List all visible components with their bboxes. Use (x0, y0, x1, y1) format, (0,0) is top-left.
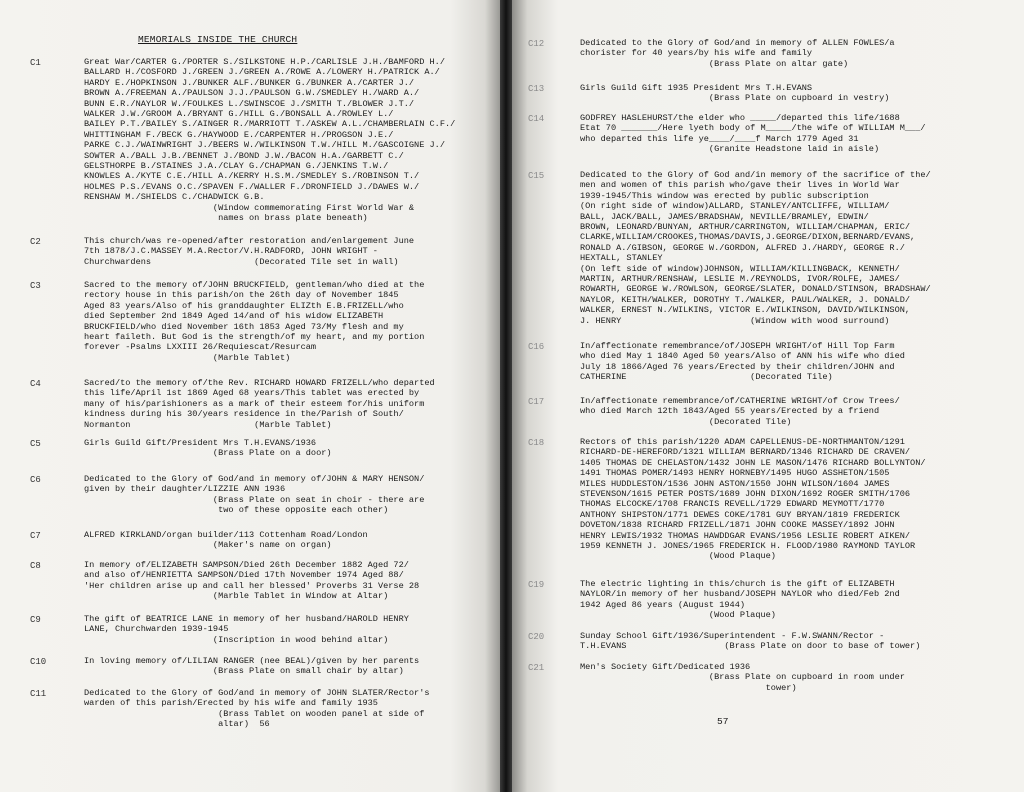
entry-text: The electric lighting in this/church is the gift of ELIZABETH NAYLOR/in memory of her husband/JOSEPH NAYLOR who died/Feb 2nd 1942 Aged 86 years (August 1944) (Wood Plaque) (580, 579, 900, 621)
entry-text: GODFREY HASLEHURST/the elder who _____/departed this life/1688 Etat 70 _______/Here lyeth body of M_____/the wife of WILLIAM M___/ who departed this life ye____/____f March 1779 Aged 31 (Granite Headstone laid in aisle) (580, 113, 926, 155)
entry-text: ALFRED KIRKLAND/organ builder/113 Cottenham Road/London (Maker's name on organ) (84, 530, 368, 551)
entry-code: C3 (30, 281, 41, 291)
entry-text: Sunday School Gift/1936/Superintendent - F.W.SWANN/Rector - T.H.EVANS (Brass Plate on door to base of tower) (580, 631, 921, 652)
entry-text: Dedicated to the Glory of God and/in memory of the sacrifice of the/ men and women of this parish who/gave their lives in World War 1939-1945/This window was erected by public subscription (On right side of window)ALLARD, STANLEY/ANTCLIFFE, WILLIAM/ BALL, JACK/BALL, JAMES/BRADSHAW, NEVILLE/BRAMLEY, EDWIN/ BROWN, LEONARD/BUNYAN, ARTHUR/CARRINGTON, WILLIAM/CHAPMAN, ERIC/ CLARKE,WILLIAM/CROOKES,THOMAS/DAVIS,J.GEORGE/DIXON,BERNARD/EVANS, RONALD A./GIBSON, GEORGE W./GORDON, ALFRED J./HARDY, GEORGE R./ HEXTALL, STANLEY (On left side of window)JOHNSON, WILLIAM/KILLINGBACK, KENNETH/ MARTIN, ARTHUR/RENSHAW, LESLIE M./REYNOLDS, IVOR/ROLFE, JAMES/ ROWARTH, GEORGE W./ROWLSON, GEORGE/SLATER, DONALD/STINSON, BRADSHAW/ NAYLOR, KEITH/WALKER, DOROTHY T./WALKER, PAUL/WALKER, J. DONALD/ WALKER, ERNEST N./WILKINS, VICTOR E./WILKINSON, DAVID/WILKINSON, J. HENRY (Window with wood surround) (580, 170, 931, 326)
entry-text: In/affectionate remembrance/of/JOSEPH WRIGHT/of Hill Top Farm who died May 1 1840 Aged 50 years/Also of ANN his wife who died July 18 1866/Aged 76 years/Erected by their children/JOHN and CATHERINE (Decorated Tile) (580, 341, 905, 383)
entry-code: C15 (528, 171, 545, 181)
entry-text: Girls Guild Gift 1935 President Mrs T.H.EVANS (Brass Plate on cupboard in vestry) (580, 83, 890, 104)
entry-text: In/affectionate remembrance/of/CATHERINE WRIGHT/of Crow Trees/ who died March 12th 1843/Aged 55 years/Erected by a friend (Decorated Tile) (580, 396, 900, 427)
entry-text: Girls Guild Gift/President Mrs T.H.EVANS/1936 (Brass Plate on a door) (84, 438, 332, 459)
entry-code: C19 (528, 580, 545, 590)
entry-code: C10 (30, 657, 47, 667)
book-gutter (500, 0, 512, 792)
entry-code: C4 (30, 379, 41, 389)
entry-code: C18 (528, 438, 545, 448)
entry-text: This church/was re-opened/after restoration and/enlargement June 7th 1878/J.C.MASSEY M.A.Rector/V.H.RADFORD, JOHN WRIGHT - Churchwardens (Decorated Tile set in wall) (84, 236, 415, 267)
entry-code: C14 (528, 114, 545, 124)
entry-text: Rectors of this parish/1220 ADAM CAPELLENUS-DE-NORTHMANTON/1291 RICHARD-DE-HEREFORD/1321 WILLIAM BERNARD/1346 RICHARD DE CRAVEN/ 1405 THOMAS DE CHELASTON/1432 JOHN LE MASON/1476 RICHARD BOLLYNTON/ 1491 THOMAS POMER/1493 HENRY HORNEBY/1495 HUGO ASSHETON/1505 MILES HUDDLESTON/1536 JOHN ASTON/1550 JOHN WILSON/1604 JAMES STEVENSON/1615 PETER POSTS/1689 JOHN DIXON/1692 ROGER SMITH/1706 THOMAS ELCOCKE/1708 FRANCIS REVELL/1729 EDWARD MEYMOTT/1770 ANTHONY SHIPSTON/1771 DEWES COKE/1781 GUY BRYAN/1819 FREDERICK DOVETON/1838 RICHARD FRIZELL/1871 JOHN COOKE MASSEY/1892 JOHN HENRY LEWIS/1932 THOMAS HAWDDGAR EVANS/1956 LESLIE ROBERT AIKEN/ 1959 KENNETH J. JONES/1965 FREDERICK H. FLOOD/1980 RAYMOND TAYLOR (Wood Plaque) (580, 437, 926, 562)
entry-text: Dedicated to the Glory of God/and in memory of JOHN SLATER/Rector's warden of this parish/Erected by his wife and family 1935 (Brass Tablet on wooden panel at side of altar) 56 (84, 688, 430, 730)
entry-code: C16 (528, 342, 545, 352)
entry-text: Dedicated to the Glory of God/and in memory of ALLEN FOWLES/a chorister for 40 years/by his wife and family (Brass Plate on altar gate) (580, 38, 895, 69)
entry-text: Sacred/to the memory of/the Rev. RICHARD HOWARD FRIZELL/who departed this life/April 1st 1869 Aged 68 years/This tablet was erected by many of his/parishioners as a mark of their esteem for/his uniform kindness during his 30/years residence in the/Parish of South/ Normanton (Marble Tablet) (84, 378, 435, 430)
entry-code: C8 (30, 561, 41, 571)
entry-code: C2 (30, 237, 41, 247)
entry-text: Great War/CARTER G./PORTER S./SILKSTONE H.P./CARLISLE J.H./BAMFORD H./ BALLARD H./COSFORD J./GREEN J./GREEN A./ROWE A./LOWERY H./PATRICK A./ HARDY E./HOPKINSON J./BUNKER ALF./BUNKER G./BUNKER A./CARTER J./ BROWN A./FREEMAN A./PAULSON J.J./PAULSON G.W./SMEDLEY H./WARD A./ BUNN E.R./NAYLOR W./FOULKES L./SWINSCOE J./SMITH T./BLOWER J.T./ WALKER J.W./GROOM A./BRYANT G./HILL G./BONSALL A./ROWLEY L./ BAILEY P.T./BAILEY S./AINGER R./MARRIOTT T./ASKEW A.L./CHAMBERLAIN C.F./ WHITTINGHAM F./BECK G./HAYWOOD E./CARPENTER H./PROGSON J.E./ PARKE C.J./WAINWRIGHT J./BEERS W./WILKINSON T.W./HILL M./GASCOIGNE J./ SOWTER A./BALL J.B./BENNET J./BOND J.W./BACON H.A./GARBETT C./ GELSTHORPE B./STAINES J.A./CLAY G./CHAPMAN G./JENKINS T.W./ KNOWLES A./KYTE C.E./HILL A./KERRY H.S.M./SMEDLEY S./ROBINSON T./ HOLMES P.S./EVANS O.C./SPAVEN F./WALLER F./DRONFIELD J./DAWES W./ RENSHAW M./SHIELDS C./CHADWICK G.B. (Window commemorating First World War & names on brass plate beneath) (84, 57, 456, 224)
entry-text: Dedicated to the Glory of God/and in memory of/JOHN & MARY HENSON/ given by their daughter/LIZZIE ANN 1936 (Brass Plate on seat in choir - there are two of these opposite each other) (84, 474, 425, 516)
entry-code: C6 (30, 475, 41, 485)
page-heading: MEMORIALS INSIDE THE CHURCH (138, 34, 298, 45)
page-number: 57 (717, 716, 729, 727)
entry-text: Sacred to the memory of/JOHN BRUCKFIELD, gentleman/who died at the rectory house in this parish/on the 26th day of November 1845 Aged 83 years/Also of his granddaughter ELIZth E.B.FRIZELL/who died September 2nd 1849 Aged 14/and of his widow ELIZABETH BRUCKFIELD/who died November 16th 1853 Aged 73/My flesh and my heart faileth. But God is the strength/of my heart, and my portion forever -Psalms LXXIII 26/Requiescat/Resurcam (Marble Tablet) (84, 280, 425, 363)
entry-code: C17 (528, 397, 545, 407)
entry-code: C7 (30, 531, 41, 541)
entry-text: In memory of/ELIZABETH SAMPSON/Died 26th December 1882 Aged 72/ and also of/HENRIETTA SAMPSON/Died 17th November 1974 Aged 88/ 'Her children arise up and call her blessed' Proverbs 31 Verse 28 (Marble Tablet in Window at Altar) (84, 560, 420, 602)
left-page (0, 0, 500, 792)
entry-code: C11 (30, 689, 47, 699)
entry-text: In loving memory of/LILIAN RANGER (nee BEAL)/given by her parents (Brass Plate on small chair by altar) (84, 656, 420, 677)
entry-code: C1 (30, 58, 41, 68)
entry-code: C5 (30, 439, 41, 449)
entry-code: C21 (528, 663, 545, 673)
entry-text: Men's Society Gift/Dedicated 1936 (Brass Plate on cupboard in room under tower) (580, 662, 905, 693)
entry-code: C12 (528, 39, 545, 49)
entry-code: C20 (528, 632, 545, 642)
right-page (512, 0, 1024, 792)
entry-code: C13 (528, 84, 545, 94)
entry-text: The gift of BEATRICE LANE in memory of her husband/HAROLD HENRY LANE, Churchwarden 1939-1945 (Inscription in wood behind altar) (84, 614, 409, 645)
entry-code: C9 (30, 615, 41, 625)
